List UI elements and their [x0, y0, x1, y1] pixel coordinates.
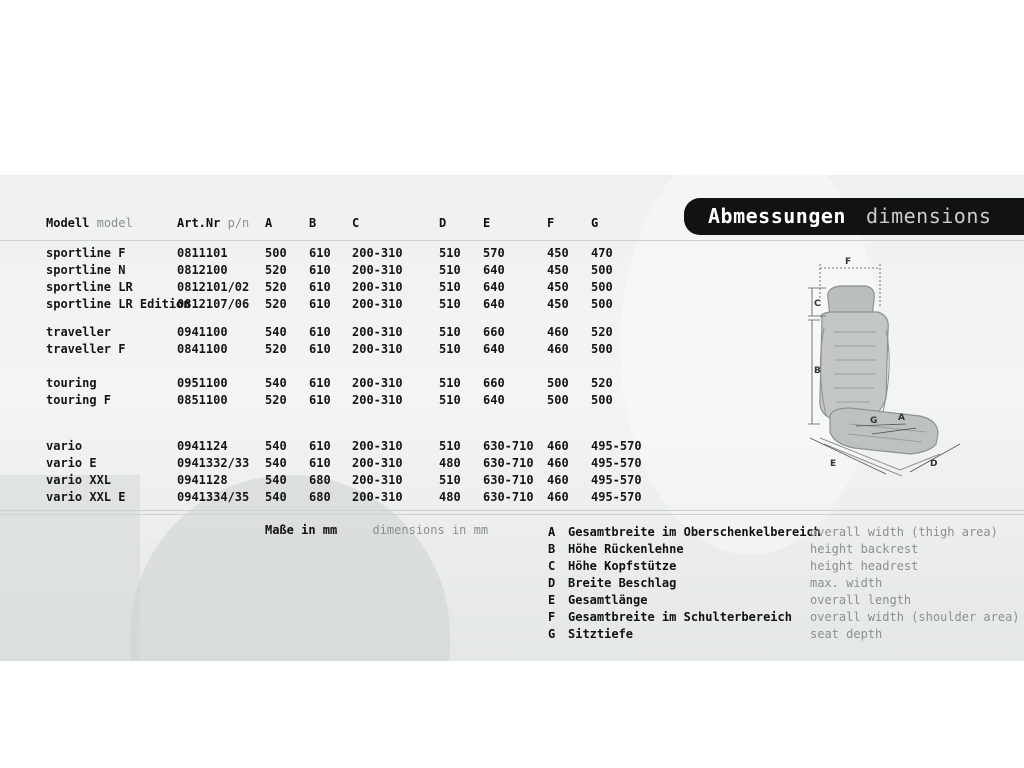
part-number: 0841100	[177, 342, 228, 356]
model-name: touring	[46, 376, 97, 390]
legend-german: Sitztiefe	[568, 627, 634, 641]
dimension-value: 610	[309, 439, 331, 453]
model-name: sportline N	[46, 263, 126, 277]
dimension-label-e: E	[830, 459, 837, 469]
dimension-value: 540	[265, 376, 287, 390]
column-header-d: D	[439, 216, 447, 230]
dimension-value: 480	[439, 456, 461, 470]
legend-english: overall length	[810, 593, 912, 607]
dimension-value: 500	[591, 342, 613, 356]
dimension-value: 450	[547, 263, 569, 277]
dimension-value: 610	[309, 325, 331, 339]
dimension-value: 520	[265, 263, 287, 277]
dimension-value: 510	[439, 473, 461, 487]
dimension-value: 680	[309, 490, 331, 504]
dimension-value: 570	[483, 246, 505, 260]
legend-english: overall width (thigh area)	[810, 525, 998, 539]
dimension-value: 610	[309, 393, 331, 407]
legend-german: Höhe Rückenlehne	[568, 542, 684, 556]
seat-icon	[820, 286, 940, 476]
legend-letter: A	[548, 525, 556, 539]
title-english: dimensions	[866, 204, 992, 228]
dimension-value: 610	[309, 376, 331, 390]
column-header-f: F	[547, 216, 555, 230]
dimension-value: 540	[265, 439, 287, 453]
part-number: 0941100	[177, 325, 228, 339]
title-banner	[684, 198, 1024, 235]
dimension-value: 660	[483, 325, 505, 339]
dimension-value: 460	[547, 490, 569, 504]
column-header-model: Modell model	[46, 216, 133, 230]
column-header-c: C	[352, 216, 360, 230]
dimension-value: 470	[591, 246, 613, 260]
dimension-label-f: F	[845, 257, 852, 267]
legend-german: Gesamtbreite im Schulterbereich	[568, 610, 792, 624]
dimension-value: 610	[309, 263, 331, 277]
dimension-value: 500	[591, 263, 613, 277]
legend-letter: F	[548, 610, 556, 624]
dimension-value: 510	[439, 325, 461, 339]
part-number: 0812101/02	[177, 280, 250, 294]
header-divider	[0, 240, 1024, 241]
dimension-value: 640	[483, 393, 505, 407]
dimension-value: 540	[265, 325, 287, 339]
dimension-value: 640	[483, 280, 505, 294]
model-name: vario XXL E	[46, 490, 126, 504]
part-number: 0941334/35	[177, 490, 250, 504]
dimension-value: 510	[439, 393, 461, 407]
dimension-value: 510	[439, 246, 461, 260]
legend-letter: C	[548, 559, 556, 573]
table-divider	[0, 510, 1024, 511]
dimension-value: 460	[547, 456, 569, 470]
model-name: touring F	[46, 393, 112, 407]
model-name: traveller	[46, 325, 112, 339]
part-number: 0811101	[177, 246, 228, 260]
dimension-value: 660	[483, 376, 505, 390]
dimension-value: 520	[591, 376, 613, 390]
legend-letter: E	[548, 593, 556, 607]
column-header-b: B	[309, 216, 317, 230]
dimension-value: 460	[547, 439, 569, 453]
column-header-g: G	[591, 216, 599, 230]
dimension-value: 200-310	[352, 376, 403, 390]
part-number: 0941124	[177, 439, 228, 453]
dimension-value: 200-310	[352, 342, 403, 356]
dimension-value: 200-310	[352, 473, 403, 487]
legend-german: Höhe Kopfstütze	[568, 559, 677, 573]
dimension-value: 520	[265, 342, 287, 356]
model-name: vario XXL	[46, 473, 112, 487]
legend-german: Gesamtbreite im Oberschenkelbereich	[568, 525, 821, 539]
dimension-value: 540	[265, 473, 287, 487]
model-name: sportline LR	[46, 280, 133, 294]
table-divider	[0, 514, 1024, 515]
dimension-value: 510	[439, 376, 461, 390]
model-name: sportline F	[46, 246, 126, 260]
part-number: 0951100	[177, 376, 228, 390]
legend-letter: D	[548, 576, 556, 590]
column-header-part-number: Art.Nr p/n	[177, 216, 250, 230]
title-german: Abmessungen	[708, 204, 846, 228]
dimension-value: 200-310	[352, 325, 403, 339]
units-note: Maße in mm dimensions in mm	[265, 523, 489, 537]
dimension-value: 500	[547, 393, 569, 407]
dimension-value: 500	[591, 297, 613, 311]
dimension-value: 610	[309, 456, 331, 470]
dimension-value: 540	[265, 456, 287, 470]
part-number: 0812107/06	[177, 297, 250, 311]
legend-english: height headrest	[810, 559, 919, 573]
dimension-value: 510	[439, 297, 461, 311]
dimension-value: 200-310	[352, 280, 403, 294]
dimension-value: 520	[265, 297, 287, 311]
dimension-value: 495-570	[591, 490, 642, 504]
dimension-value: 630-710	[483, 456, 534, 470]
dimension-value: 510	[439, 263, 461, 277]
legend-english: overall width (shoulder area)	[810, 610, 1020, 624]
legend-german: Breite Beschlag	[568, 576, 677, 590]
dimension-label-b: B	[814, 366, 821, 376]
dimension-value: 630-710	[483, 490, 534, 504]
part-number: 0812100	[177, 263, 228, 277]
part-number: 0941128	[177, 473, 228, 487]
dimension-value: 500	[591, 280, 613, 294]
dimension-value: 540	[265, 490, 287, 504]
seat-diagram	[790, 248, 980, 488]
legend-letter: G	[548, 627, 556, 641]
dimension-value: 610	[309, 280, 331, 294]
dimension-value: 640	[483, 342, 505, 356]
dimension-value: 640	[483, 297, 505, 311]
legend-english: max. width	[810, 576, 883, 590]
dimension-value: 520	[265, 280, 287, 294]
dimension-label-c: C	[814, 299, 821, 309]
dimension-value: 200-310	[352, 439, 403, 453]
legend-english: seat depth	[810, 627, 883, 641]
model-name: sportline LR Edition	[46, 297, 191, 311]
dimension-value: 450	[547, 280, 569, 294]
dimension-value: 610	[309, 246, 331, 260]
dimension-value: 460	[547, 473, 569, 487]
dimension-value: 200-310	[352, 456, 403, 470]
dimension-value: 200-310	[352, 297, 403, 311]
dimension-value: 460	[547, 342, 569, 356]
legend-letter: B	[548, 542, 556, 556]
dimension-value: 200-310	[352, 490, 403, 504]
dimension-value: 200-310	[352, 263, 403, 277]
dimension-value: 200-310	[352, 246, 403, 260]
legend-english: height backrest	[810, 542, 919, 556]
part-number: 0851100	[177, 393, 228, 407]
dimension-value: 630-710	[483, 473, 534, 487]
dimension-value: 640	[483, 263, 505, 277]
model-name: traveller F	[46, 342, 126, 356]
dimension-value: 630-710	[483, 439, 534, 453]
dimension-label-d: D	[930, 459, 938, 469]
column-header-e: E	[483, 216, 491, 230]
dimension-value: 495-570	[591, 439, 642, 453]
dimension-value: 480	[439, 490, 461, 504]
dimension-value: 510	[439, 342, 461, 356]
dimension-value: 200-310	[352, 393, 403, 407]
dimension-value: 510	[439, 280, 461, 294]
dimension-value: 500	[547, 376, 569, 390]
model-name: vario E	[46, 456, 97, 470]
dimension-value: 450	[547, 297, 569, 311]
dimension-label-a: A	[898, 413, 905, 423]
dimension-value: 680	[309, 473, 331, 487]
dimension-value: 460	[547, 325, 569, 339]
part-number: 0941332/33	[177, 456, 250, 470]
dimension-value: 500	[591, 393, 613, 407]
dimension-value: 450	[547, 246, 569, 260]
model-name: vario	[46, 439, 83, 453]
dimension-label-g: G	[870, 416, 878, 426]
legend-german: Gesamtlänge	[568, 593, 648, 607]
dimension-value: 610	[309, 342, 331, 356]
dimension-value: 495-570	[591, 456, 642, 470]
column-header-a: A	[265, 216, 273, 230]
dimension-value: 495-570	[591, 473, 642, 487]
dimension-value: 520	[591, 325, 613, 339]
dimension-value: 610	[309, 297, 331, 311]
dimension-value: 520	[265, 393, 287, 407]
dimension-value: 500	[265, 246, 287, 260]
dimension-value: 510	[439, 439, 461, 453]
